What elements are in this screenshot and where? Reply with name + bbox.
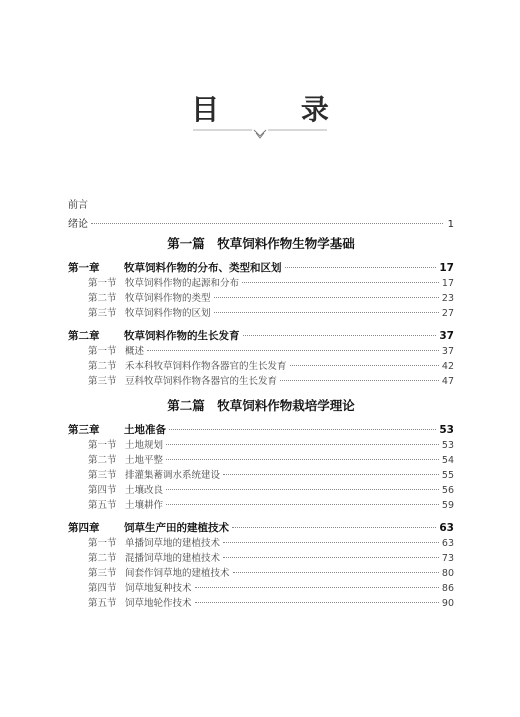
leader-dots [147,349,439,351]
section-title: 豆科牧草饲料作物各器官的生长发育 [125,376,278,387]
preface-entry[interactable] [68,196,454,211]
section-entry[interactable] [68,467,454,482]
section-label [88,305,211,319]
leader-dots [91,222,443,224]
chapter-entry[interactable] [68,422,454,437]
title-ornament [193,128,327,140]
chapter-label [68,328,240,343]
chapter-page: 17 [439,262,454,274]
section-page: 37 [441,346,454,357]
section-label [88,482,163,496]
section-title: 饲草地复种技术 [125,583,192,594]
section-title: 土壤改良 [125,485,164,496]
chapter-number: 第二章 [68,330,100,342]
section-entry[interactable] [68,595,454,610]
section-page: 53 [441,440,454,451]
chapter-number: 第四章 [68,522,100,534]
section-entry[interactable] [68,482,454,497]
section-title: 牧草饲料作物的起源和分布 [125,278,240,289]
leader-dots [223,473,439,475]
section-entry[interactable] [68,305,454,320]
section-entry[interactable] [68,275,454,290]
section-title: 单播饲草地的建植技术 [125,538,221,549]
section-label [88,275,239,289]
leader-dots [169,428,436,430]
section-number: 第三节 [88,308,117,319]
leader-dots [233,571,439,573]
section-entry[interactable] [68,497,454,512]
section-label [88,358,287,372]
section-title: 牧草饲料作物的类型 [125,293,211,304]
section-label [88,373,277,387]
chapter-title: 饲草生产田的建植技术 [124,522,229,534]
leader-dots [232,526,436,528]
table-of-contents [68,196,454,618]
chapter-page: 37 [439,330,454,342]
section-page: 56 [441,485,454,496]
section-page: 73 [441,553,454,564]
chapter-entry[interactable] [68,520,454,535]
section-page: 27 [441,308,454,319]
section-page: 59 [441,500,454,511]
section-number: 第二节 [88,293,117,304]
chapter-page: 53 [439,424,454,436]
section-number: 第五节 [88,598,117,609]
section-number: 第二节 [88,553,117,564]
section-label [88,467,220,481]
leader-dots [166,443,439,445]
leader-dots [214,296,439,298]
section-page: 80 [441,568,454,579]
intro-page: 1 [447,219,454,230]
chapter-number: 第三章 [68,424,100,436]
section-entry[interactable] [68,290,454,305]
part-title[interactable]: 第一篇 牧草饲料作物生物学基础 [167,236,355,251]
section-title: 饲草地轮作技术 [125,598,192,609]
section-title: 土地规划 [125,440,164,451]
section-number: 第一节 [88,346,117,357]
section-entry[interactable] [68,535,454,550]
leader-dots [166,458,439,460]
leader-dots [214,311,439,313]
part-title[interactable]: 第二篇 牧草饲料作物栽培学理论 [167,398,355,413]
section-page: 63 [441,538,454,549]
preface-label: 前言 [68,200,88,211]
chapter-title: 牧草饲料作物的分布、类型和区划 [124,262,282,274]
section-entry[interactable] [68,373,454,388]
leader-dots [195,601,439,603]
leader-dots [280,379,439,381]
section-number: 第一节 [88,278,117,289]
leader-dots [223,556,439,558]
section-entry[interactable] [68,452,454,467]
section-page: 23 [441,293,454,304]
section-number: 第二节 [88,361,117,372]
section-page: 54 [441,455,454,466]
chapter-label [68,260,282,275]
section-entry[interactable] [68,358,454,373]
section-title: 概述 [125,346,145,357]
chapter-label [68,422,166,437]
section-page: 47 [441,376,454,387]
section-title: 牧草饲料作物的区划 [125,308,211,319]
section-number: 第三节 [88,470,117,481]
section-label [88,580,192,594]
section-page: 42 [441,361,454,372]
section-label [88,550,220,564]
section-entry[interactable] [68,550,454,565]
section-number: 第三节 [88,376,117,387]
section-page: 90 [441,598,454,609]
chapter-entry[interactable] [68,260,454,275]
section-label [88,290,211,304]
leader-dots [166,488,439,490]
intro-entry[interactable] [68,215,454,230]
section-label [88,343,144,357]
section-label [88,437,163,451]
section-title: 间套作饲草地的建植技术 [125,568,230,579]
section-title: 土壤耕作 [125,500,164,511]
section-page: 86 [441,583,454,594]
section-number: 第一节 [88,538,117,549]
section-title: 排灌集蓄调水系统建设 [125,470,221,481]
section-entry[interactable] [68,565,454,580]
leader-dots [242,281,439,283]
section-number: 第四节 [88,485,117,496]
section-title: 混播饲草地的建植技术 [125,553,221,564]
section-number: 第三节 [88,568,117,579]
leader-dots [243,334,437,336]
chapter-title: 土地准备 [124,424,166,436]
section-number: 第一节 [88,440,117,451]
section-number: 第四节 [88,583,117,594]
chapter-title: 牧草饲料作物的生长发育 [124,330,240,342]
section-number: 第五节 [88,500,117,511]
section-entry[interactable] [68,580,454,595]
section-page: 17 [441,278,454,289]
section-label [88,565,230,579]
section-title: 土地平整 [125,455,164,466]
leader-dots [285,266,437,268]
page-title: 目 录 [191,93,365,126]
section-entry[interactable] [68,343,454,358]
section-number: 第二节 [88,455,117,466]
section-label [88,595,192,609]
section-label [88,497,163,511]
chapter-number: 第一章 [68,262,100,274]
section-label [88,535,220,549]
leader-dots [290,364,439,366]
intro-label: 绪论 [68,219,88,230]
section-title: 禾本科牧草饲料作物各器官的生长发育 [125,361,287,372]
leader-dots [223,541,439,543]
chapter-entry[interactable] [68,328,454,343]
leader-dots [195,586,439,588]
chapter-page: 63 [439,522,454,534]
leader-dots [166,503,439,505]
chapter-label [68,520,229,535]
section-entry[interactable] [68,437,454,452]
section-page: 55 [441,470,454,481]
section-label [88,452,163,466]
